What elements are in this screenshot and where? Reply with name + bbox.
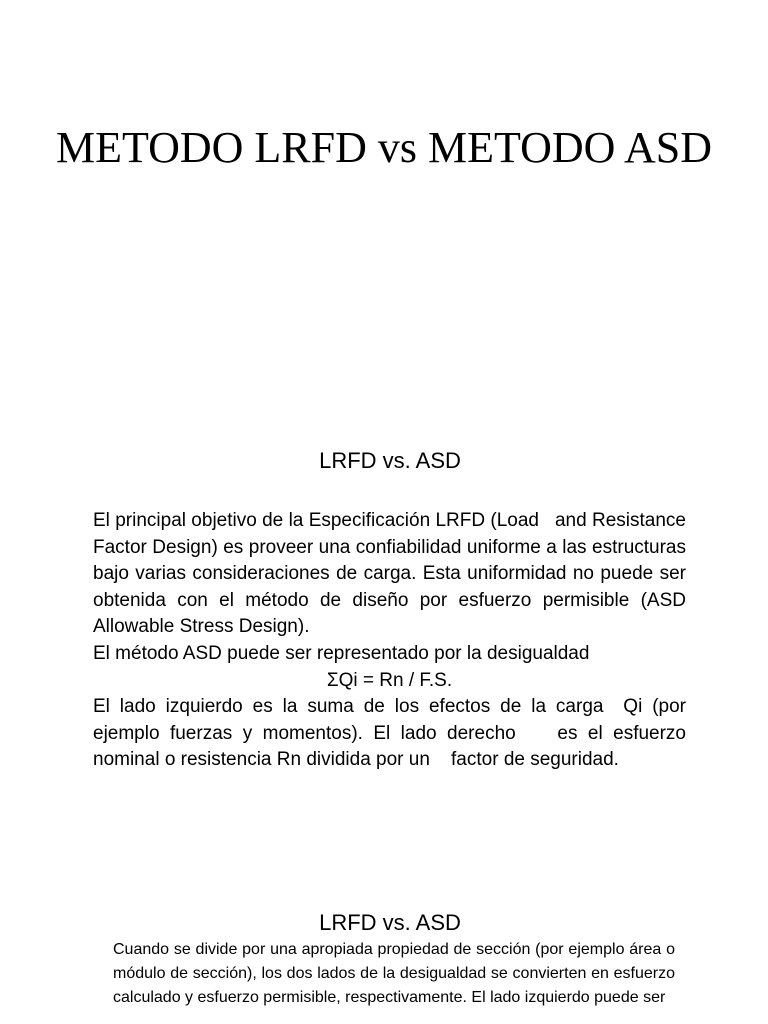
section-1-paragraph-3: El lado izquierdo es la suma de los efectos de la carga Qi (por ejemplo fuerzas y momentos). El lado derecho es el esfuerzo nominal o resistencia Rn dividida por un factor de seguridad. — [93, 696, 692, 771]
section-2-heading: LRFD vs. ASD — [319, 910, 461, 935]
section-2-body — [113, 938, 680, 1010]
section-1-paragraph-2: El método ASD puede ser representado por la desigualdad — [93, 642, 590, 664]
section-1-body — [93, 508, 692, 774]
asd-formula: ΣQi = Rn / F.S. — [326, 669, 453, 691]
section-1-paragraph-1: El principal objetivo de la Especificación LRFD (Load and Resistance Factor Design) es proveer una confiabilidad uniforme a las estructuras bajo varias consideraciones de carga. Esta uniformidad no puede ser obtenida con el método de diseño por esfuerzo permisible (ASD Allowable Stress Design). — [93, 510, 692, 638]
section-1-heading: LRFD vs. ASD — [319, 448, 461, 473]
section-2-paragraph-1: Cuando se divide por una apropiada propiedad de sección (por ejemplo área o módulo de sección), los dos lados de la desigualdad se convierten en esfuerzo calculado y esfuerzo permisible, respectivamente. El lado izquierdo puede ser — [113, 941, 680, 1006]
page-title: METODO LRFD vs METODO ASD — [55, 123, 712, 172]
